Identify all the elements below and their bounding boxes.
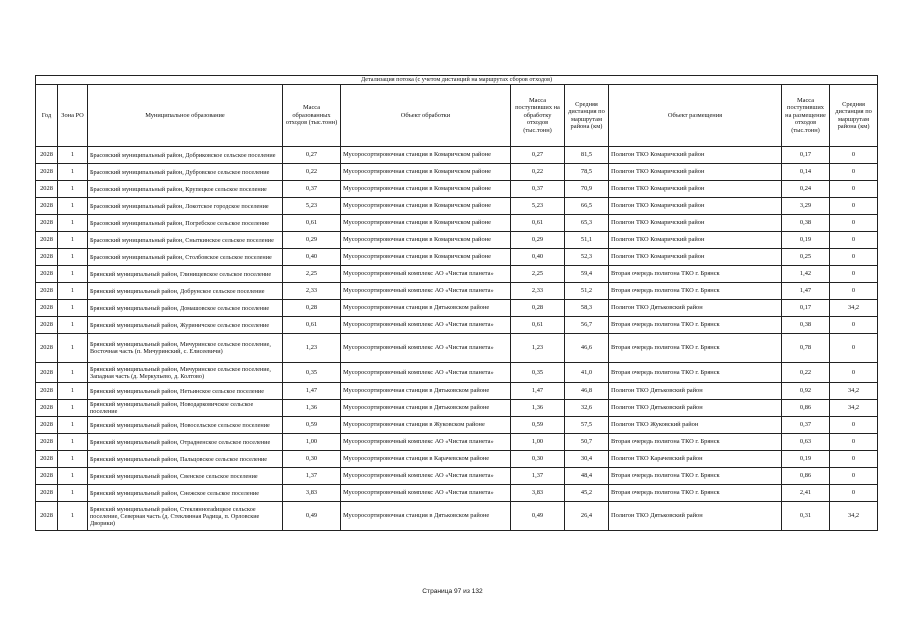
cell-avg-distance-placement: 0 [830,485,878,502]
cell-zone: 1 [58,232,88,249]
cell-mass-generated: 0,29 [283,232,341,249]
cell-year: 2028 [36,485,58,502]
cell-mass-placement: 0,92 [782,383,830,400]
cell-municipality: Брянский муниципальный район, Отрадненское сельское поселение [88,434,283,451]
table-row [36,232,878,249]
cell-avg-distance-placement: 0 [830,317,878,334]
cell-processing-object: Мусоросортировочная станция в Комаричском районе [341,215,511,232]
cell-mass-processing: 3,83 [511,485,565,502]
cell-mass-processing: 0,61 [511,317,565,334]
cell-municipality: Брянский муниципальный район, Мичуринское сельское поселение, Западная часть (д. Меркульево, д. Колтово) [88,363,283,383]
cell-municipality: Брасовский муниципальный район, Столбовское сельское поселение [88,249,283,266]
col-header-avg-distance-placement: Средняя дистанция по маршрутам района (км) [830,85,878,147]
cell-year: 2028 [36,198,58,215]
cell-municipality: Брасовский муниципальный район, Локотское городское поселение [88,198,283,215]
cell-year: 2028 [36,147,58,164]
cell-mass-placement: 0,31 [782,502,830,531]
cell-municipality: Брасовский муниципальный район, Добриковское сельское поселение [88,147,283,164]
cell-placement-object: Вторая очередь полигона ТКО г. Брянск [609,468,782,485]
cell-year: 2028 [36,164,58,181]
cell-year: 2028 [36,502,58,531]
cell-zone: 1 [58,266,88,283]
table-row [36,400,878,417]
table-row [36,283,878,300]
table-row [36,383,878,400]
cell-processing-object: Мусоросортировочный комплекс АО «Чистая планета» [341,334,511,363]
cell-mass-placement: 0,78 [782,334,830,363]
cell-mass-placement: 0,63 [782,434,830,451]
cell-avg-distance-processing: 48,4 [565,468,609,485]
cell-municipality: Брянский муниципальный район, Добрунское сельское поселение [88,283,283,300]
cell-avg-distance-processing: 41,0 [565,363,609,383]
cell-avg-distance-placement: 0 [830,215,878,232]
cell-mass-generated: 0,61 [283,215,341,232]
cell-placement-object: Полигон ТКО Дятьковский район [609,400,782,417]
cell-zone: 1 [58,485,88,502]
cell-year: 2028 [36,266,58,283]
table-row [36,334,878,363]
cell-mass-generated: 0,27 [283,147,341,164]
cell-avg-distance-processing: 66,5 [565,198,609,215]
cell-placement-object: Полигон ТКО Комаричский район [609,181,782,198]
cell-mass-generated: 2,25 [283,266,341,283]
cell-year: 2028 [36,451,58,468]
cell-zone: 1 [58,417,88,434]
col-header-mass-processing: Масса поступивших на обработку отходов (тыс.тонн) [511,85,565,147]
cell-zone: 1 [58,434,88,451]
cell-zone: 1 [58,317,88,334]
col-header-mass-placement: Масса поступивших на размещение отходов (тыс.тонн) [782,85,830,147]
cell-year: 2028 [36,249,58,266]
cell-municipality: Брасовский муниципальный район, Дубровское сельское поселение [88,164,283,181]
cell-avg-distance-processing: 46,8 [565,383,609,400]
cell-municipality: Брянский муниципальный район, Домашовское сельское поселение [88,300,283,317]
cell-mass-generated: 1,36 [283,400,341,417]
cell-mass-processing: 0,22 [511,164,565,181]
cell-zone: 1 [58,334,88,363]
cell-avg-distance-processing: 50,7 [565,434,609,451]
cell-placement-object: Полигон ТКО Карачевский район [609,451,782,468]
cell-processing-object: Мусоросортировочная станция в Комаричском районе [341,232,511,249]
cell-municipality: Брасовский муниципальный район, Крупецкое сельское поселение [88,181,283,198]
cell-zone: 1 [58,451,88,468]
cell-avg-distance-processing: 52,3 [565,249,609,266]
table-row [36,451,878,468]
cell-zone: 1 [58,215,88,232]
cell-zone: 1 [58,383,88,400]
table-body [36,147,878,531]
cell-avg-distance-processing: 78,5 [565,164,609,181]
cell-avg-distance-placement: 0 [830,198,878,215]
cell-year: 2028 [36,334,58,363]
col-header-zone: Зона РО [58,85,88,147]
cell-mass-placement: 1,42 [782,266,830,283]
cell-mass-generated: 1,37 [283,468,341,485]
cell-processing-object: Мусоросортировочная станция в Комаричском районе [341,147,511,164]
cell-mass-placement: 0,24 [782,181,830,198]
cell-placement-object: Вторая очередь полигона ТКО г. Брянск [609,434,782,451]
cell-avg-distance-placement: 34,2 [830,502,878,531]
cell-avg-distance-placement: 34,2 [830,300,878,317]
cell-avg-distance-processing: 45,2 [565,485,609,502]
cell-zone: 1 [58,147,88,164]
cell-mass-generated: 0,37 [283,181,341,198]
col-header-placement-object: Объект размещения [609,85,782,147]
cell-processing-object: Мусоросортировочная станция в Комаричском районе [341,181,511,198]
cell-year: 2028 [36,300,58,317]
cell-mass-placement: 0,38 [782,215,830,232]
cell-zone: 1 [58,502,88,531]
cell-mass-processing: 1,23 [511,334,565,363]
table-row [36,317,878,334]
cell-municipality: Брянский муниципальный район, Глинищевское сельское поселение [88,266,283,283]
cell-year: 2028 [36,317,58,334]
cell-placement-object: Полигон ТКО Комаричский район [609,249,782,266]
cell-mass-generated: 0,28 [283,300,341,317]
flow-detail-table [35,75,878,531]
table-row [36,434,878,451]
cell-municipality: Брянский муниципальный район, Пальцовское сельское поселение [88,451,283,468]
cell-mass-generated: 0,40 [283,249,341,266]
cell-year: 2028 [36,363,58,383]
cell-avg-distance-processing: 51,2 [565,283,609,300]
cell-processing-object: Мусоросортировочная станция в Дятьковском районе [341,383,511,400]
cell-avg-distance-processing: 56,7 [565,317,609,334]
cell-mass-generated: 2,33 [283,283,341,300]
cell-avg-distance-placement: 0 [830,468,878,485]
cell-year: 2028 [36,181,58,198]
cell-placement-object: Вторая очередь полигона ТКО г. Брянск [609,485,782,502]
cell-mass-placement: 2,41 [782,485,830,502]
cell-avg-distance-processing: 70,9 [565,181,609,198]
cell-mass-generated: 0,61 [283,317,341,334]
cell-avg-distance-processing: 32,6 [565,400,609,417]
cell-municipality: Брянский муниципальный район, Стеклянноradицкое сельское поселение, Северная часть (д. Стеклянная Радица, п. Орловские Дворики) [88,502,283,531]
cell-processing-object: Мусоросортировочная станция в Карачевском районе [341,451,511,468]
cell-avg-distance-processing: 81,5 [565,147,609,164]
cell-zone: 1 [58,181,88,198]
cell-placement-object: Полигон ТКО Комаричский район [609,198,782,215]
cell-avg-distance-placement: 0 [830,181,878,198]
cell-avg-distance-processing: 26,4 [565,502,609,531]
cell-processing-object: Мусоросортировочный комплекс АО «Чистая планета» [341,434,511,451]
cell-mass-generated: 1,23 [283,334,341,363]
cell-avg-distance-processing: 51,1 [565,232,609,249]
cell-mass-processing: 1,36 [511,400,565,417]
cell-zone: 1 [58,400,88,417]
cell-avg-distance-placement: 0 [830,164,878,181]
cell-avg-distance-placement: 0 [830,232,878,249]
col-header-mass-generated: Масса образованных отходов (тыс.тонн) [283,85,341,147]
cell-mass-placement: 0,17 [782,147,830,164]
cell-avg-distance-processing: 65,3 [565,215,609,232]
cell-mass-processing: 0,49 [511,502,565,531]
cell-year: 2028 [36,417,58,434]
cell-placement-object: Полигон ТКО Комаричский район [609,164,782,181]
cell-mass-placement: 3,29 [782,198,830,215]
cell-year: 2028 [36,434,58,451]
cell-mass-placement: 0,22 [782,363,830,383]
cell-avg-distance-processing: 59,4 [565,266,609,283]
cell-processing-object: Мусоросортировочная станция в Жуковском районе [341,417,511,434]
cell-municipality: Брянский муниципальный район, Новодарковичское сельское поселение [88,400,283,417]
cell-mass-processing: 2,25 [511,266,565,283]
cell-mass-generated: 0,22 [283,164,341,181]
cell-placement-object: Вторая очередь полигона ТКО г. Брянск [609,266,782,283]
cell-year: 2028 [36,215,58,232]
cell-mass-generated: 0,35 [283,363,341,383]
cell-placement-object: Полигон ТКО Комаричский район [609,232,782,249]
cell-processing-object: Мусоросортировочная станция в Комаричском районе [341,164,511,181]
cell-mass-processing: 0,27 [511,147,565,164]
cell-avg-distance-placement: 0 [830,363,878,383]
cell-mass-processing: 0,35 [511,363,565,383]
cell-mass-placement: 0,25 [782,249,830,266]
cell-processing-object: Мусоросортировочный комплекс АО «Чистая планета» [341,266,511,283]
cell-placement-object: Полигон ТКО Жуковский район [609,417,782,434]
col-header-avg-distance-processing: Средняя дистанция по маршрутам района (км) [565,85,609,147]
cell-avg-distance-processing: 46,6 [565,334,609,363]
table-row [36,147,878,164]
cell-mass-placement: 1,47 [782,283,830,300]
cell-placement-object: Вторая очередь полигона ТКО г. Брянск [609,317,782,334]
cell-avg-distance-placement: 0 [830,249,878,266]
page-number: Страница 97 из 132 [422,588,483,595]
table-caption: Детализация потока (с учетом дистанций на маршрутах сборов отходов) [36,76,878,85]
cell-municipality: Брянский муниципальный район, Свенское сельское поселение [88,468,283,485]
cell-avg-distance-placement: 0 [830,266,878,283]
cell-mass-placement: 0,38 [782,317,830,334]
cell-mass-placement: 0,17 [782,300,830,317]
cell-processing-object: Мусоросортировочная станция в Комаричском районе [341,198,511,215]
table-row [36,468,878,485]
table-row [36,502,878,531]
cell-mass-generated: 0,49 [283,502,341,531]
cell-processing-object: Мусоросортировочная станция в Дятьковском районе [341,300,511,317]
cell-placement-object: Вторая очередь полигона ТКО г. Брянск [609,283,782,300]
cell-mass-processing: 0,61 [511,215,565,232]
cell-avg-distance-placement: 0 [830,334,878,363]
cell-processing-object: Мусоросортировочная станция в Дятьковском районе [341,502,511,531]
cell-placement-object: Полигон ТКО Дятьковский район [609,502,782,531]
cell-municipality: Брянский муниципальный район, Журиничское сельское поселение [88,317,283,334]
table-row [36,485,878,502]
cell-avg-distance-placement: 34,2 [830,400,878,417]
cell-mass-processing: 0,59 [511,417,565,434]
cell-mass-processing: 1,00 [511,434,565,451]
cell-avg-distance-processing: 30,4 [565,451,609,468]
cell-mass-processing: 1,37 [511,468,565,485]
cell-placement-object: Вторая очередь полигона ТКО г. Брянск [609,334,782,363]
cell-zone: 1 [58,283,88,300]
cell-processing-object: Мусоросортировочная станция в Комаричском районе [341,249,511,266]
cell-mass-processing: 5,23 [511,198,565,215]
cell-year: 2028 [36,468,58,485]
cell-zone: 1 [58,249,88,266]
cell-municipality: Брасовский муниципальный район, Погребское сельское поселение [88,215,283,232]
cell-avg-distance-placement: 0 [830,451,878,468]
cell-mass-processing: 0,40 [511,249,565,266]
table-row [36,363,878,383]
cell-placement-object: Полигон ТКО Комаричский район [609,215,782,232]
cell-avg-distance-placement: 0 [830,283,878,300]
cell-zone: 1 [58,363,88,383]
cell-zone: 1 [58,468,88,485]
cell-mass-processing: 1,47 [511,383,565,400]
cell-placement-object: Вторая очередь полигона ТКО г. Брянск [609,363,782,383]
cell-avg-distance-placement: 34,2 [830,383,878,400]
cell-mass-processing: 0,29 [511,232,565,249]
cell-zone: 1 [58,164,88,181]
cell-mass-placement: 0,37 [782,417,830,434]
col-header-processing-object: Объект обработки [341,85,511,147]
cell-mass-placement: 0,19 [782,232,830,249]
table-row [36,198,878,215]
cell-municipality: Брянский муниципальный район, Нетьинское сельское поселение [88,383,283,400]
cell-placement-object: Полигон ТКО Комаричский район [609,147,782,164]
table-row [36,417,878,434]
cell-avg-distance-processing: 57,5 [565,417,609,434]
cell-processing-object: Мусоросортировочный комплекс АО «Чистая планета» [341,485,511,502]
cell-year: 2028 [36,232,58,249]
cell-zone: 1 [58,198,88,215]
cell-processing-object: Мусоросортировочный комплекс АО «Чистая планета» [341,283,511,300]
table-row [36,164,878,181]
cell-mass-generated: 3,83 [283,485,341,502]
table-row [36,215,878,232]
cell-mass-processing: 0,30 [511,451,565,468]
cell-avg-distance-placement: 0 [830,147,878,164]
cell-mass-generated: 1,00 [283,434,341,451]
cell-zone: 1 [58,300,88,317]
col-header-municipality: Муниципальное образование [88,85,283,147]
table-row [36,249,878,266]
cell-mass-generated: 5,23 [283,198,341,215]
cell-municipality: Брянский муниципальный район, Снежское сельское поселение [88,485,283,502]
cell-mass-generated: 0,59 [283,417,341,434]
cell-avg-distance-placement: 0 [830,434,878,451]
cell-processing-object: Мусоросортировочная станция в Дятьковском районе [341,400,511,417]
cell-mass-processing: 0,28 [511,300,565,317]
cell-year: 2028 [36,400,58,417]
cell-year: 2028 [36,383,58,400]
cell-municipality: Брянский муниципальный район, Новосельское сельское поселение [88,417,283,434]
cell-mass-processing: 2,33 [511,283,565,300]
cell-municipality: Брянский муниципальный район, Мичуринское сельское поселение, Восточная часть (п. Мичуринский, с. Елисеевичи) [88,334,283,363]
table-row [36,181,878,198]
document-sheet [35,75,878,531]
cell-mass-placement: 0,14 [782,164,830,181]
cell-processing-object: Мусоросортировочный комплекс АО «Чистая планета» [341,317,511,334]
cell-processing-object: Мусоросортировочный комплекс АО «Чистая планета» [341,363,511,383]
cell-avg-distance-processing: 58,3 [565,300,609,317]
cell-placement-object: Полигон ТКО Дятьковский район [609,383,782,400]
cell-avg-distance-placement: 0 [830,417,878,434]
cell-placement-object: Полигон ТКО Дятьковский район [609,300,782,317]
col-header-year: Год [36,85,58,147]
cell-mass-placement: 0,86 [782,400,830,417]
cell-mass-processing: 0,37 [511,181,565,198]
cell-mass-placement: 0,86 [782,468,830,485]
cell-municipality: Брасовский муниципальный район, Сныткинское сельское поселение [88,232,283,249]
cell-mass-generated: 0,30 [283,451,341,468]
table-row [36,266,878,283]
cell-mass-generated: 1,47 [283,383,341,400]
cell-processing-object: Мусоросортировочный комплекс АО «Чистая планета» [341,468,511,485]
cell-year: 2028 [36,283,58,300]
cell-mass-placement: 0,19 [782,451,830,468]
table-row [36,300,878,317]
